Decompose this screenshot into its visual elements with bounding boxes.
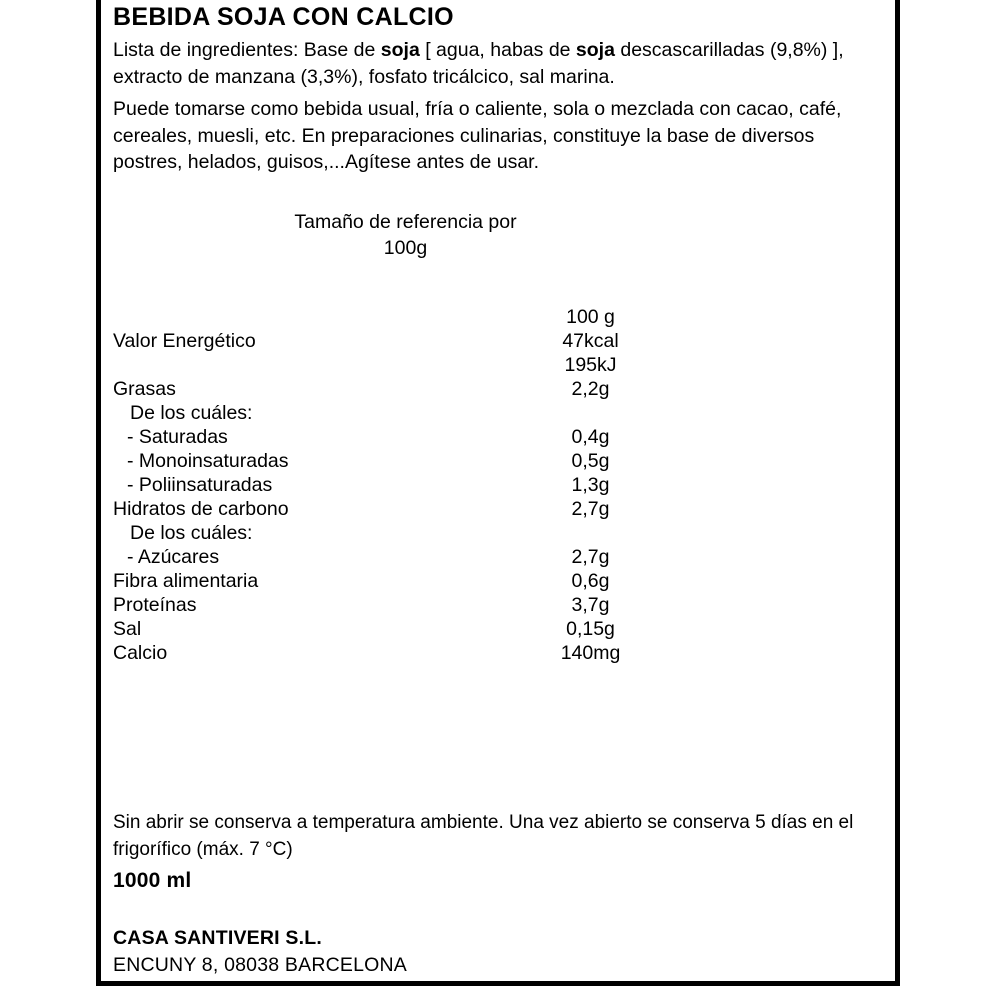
- table-row: [113, 425, 698, 449]
- label-content: [113, 0, 883, 1000]
- nutrient-value: 1,3g: [571, 473, 610, 496]
- nutrient-value: 0,15g: [566, 617, 615, 640]
- nutrient-label: - Monoinsaturadas: [127, 449, 289, 472]
- company-name: CASA SANTIVERI S.L.: [113, 927, 322, 949]
- ingredients-prefix: Lista de ingredientes: Base de: [113, 39, 381, 61]
- ingredient-soja-1: soja: [380, 39, 420, 61]
- ingredients-suffix: descascarilladas (9,8%) ], extracto de manzana (3,3%), fosfato tricálcico, sal marina.: [113, 39, 844, 88]
- company-block: [113, 925, 407, 979]
- table-row: [113, 449, 698, 473]
- nutrient-label: Valor Energético: [113, 329, 256, 352]
- nutrition-table: [113, 305, 698, 665]
- nutrient-value: 2,7g: [571, 497, 610, 520]
- reference-size-line1: Tamaño de referencia por: [294, 210, 517, 233]
- nutrient-label: - Poliinsaturadas: [127, 473, 273, 496]
- table-row: [113, 473, 698, 497]
- table-header-row: [113, 305, 698, 329]
- nutrient-value: [483, 521, 698, 545]
- nutrition-table-head: [113, 305, 698, 329]
- nutrient-value: 140mg: [560, 641, 621, 664]
- nutrient-label: De los cuáles:: [130, 401, 253, 424]
- nutrient-value: 0,6g: [571, 569, 610, 592]
- table-row: [113, 545, 698, 569]
- table-row: [113, 401, 698, 425]
- nutrient-label: Hidratos de carbono: [113, 497, 289, 520]
- nutrient-label: - Saturadas: [127, 425, 228, 448]
- nutrient-value: 2,2g: [571, 377, 610, 400]
- nutrient-label: Calcio: [113, 641, 168, 664]
- nutrient-value: 195kJ: [564, 353, 617, 376]
- ingredients-paragraph: [113, 37, 875, 90]
- storage-instructions: Sin abrir se conserva a temperatura ambiente. Una vez abierto se conserva 5 días en el frigorífico (máx. 7 °C): [113, 812, 854, 860]
- nutrient-label: Fibra alimentaria: [113, 569, 259, 592]
- table-row: [113, 353, 698, 377]
- nutrient-label: - Azúcares: [127, 545, 220, 568]
- nutrient-value: 3,7g: [571, 593, 610, 616]
- page-title: BEBIDA SOJA CON CALCIO: [113, 3, 454, 31]
- nutrient-label: De los cuáles:: [130, 521, 253, 544]
- ingredient-soja-2: soja: [575, 39, 615, 61]
- table-row: [113, 641, 698, 665]
- nutrient-value: [483, 401, 698, 425]
- table-row: [113, 569, 698, 593]
- table-row: [113, 497, 698, 521]
- header-label-blank: [113, 305, 483, 329]
- nutrition-table-body: [113, 329, 698, 665]
- table-row: [113, 521, 698, 545]
- nutrient-value: 2,7g: [571, 545, 610, 568]
- nutrient-label: Grasas: [113, 377, 176, 400]
- table-row: [113, 377, 698, 401]
- nutrient-label: [113, 353, 483, 377]
- table-row: [113, 329, 698, 353]
- company-address: ENCUNY 8, 08038 BARCELONA: [113, 954, 408, 976]
- ingredients-mid: [ agua, habas de: [419, 39, 576, 61]
- column-header-100g: 100 g: [566, 305, 615, 328]
- nutrient-value: 47kcal: [562, 329, 619, 352]
- net-volume: 1000 ml: [113, 869, 192, 892]
- reference-size-line2: 100g: [383, 236, 428, 259]
- table-row: [113, 617, 698, 641]
- table-row: [113, 593, 698, 617]
- usage-paragraph: Puede tomarse como bebida usual, fría o caliente, sola o mezclada con cacao, café, cereales, muesli, etc. En preparaciones culinarias, constituye la base de diversos postres, helados, guisos,...Agítese antes de usar.: [113, 98, 842, 173]
- reference-size-heading: [113, 209, 698, 261]
- nutrient-label: Sal: [113, 617, 142, 640]
- nutrient-label: Proteínas: [113, 593, 197, 616]
- nutrient-value: 0,5g: [571, 449, 610, 472]
- nutrient-value: 0,4g: [571, 425, 610, 448]
